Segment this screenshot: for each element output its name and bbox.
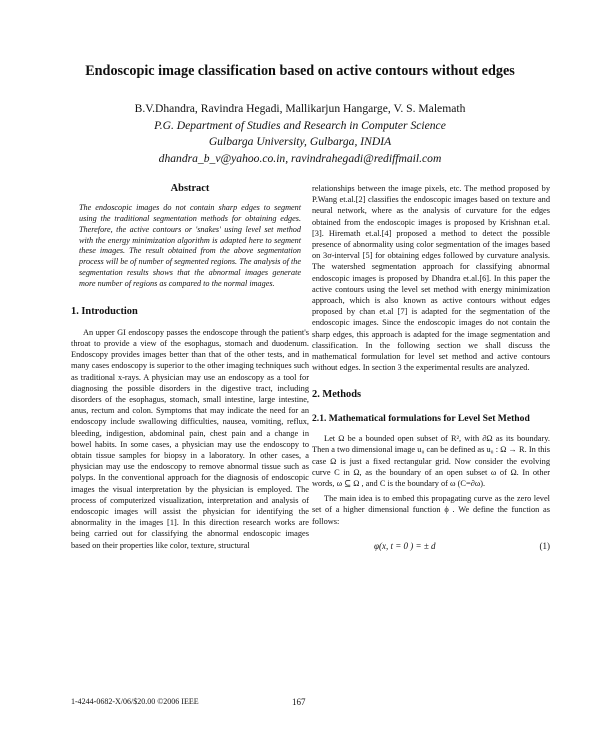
affiliation-line-1: P.G. Department of Studies and Research in Computer Science	[154, 118, 446, 132]
methods-paragraph-2: The main idea is to embed this propagating curve as the zero level set of a higher dimensional function ϕ . We define the function as follows:	[312, 494, 550, 526]
abstract-text: The endoscopic images do not contain sharp edges to segment using the traditional segmentation methods for obtaining edges. Therefore, the active contours or 'snakes' using level set method with the energy minimization algorithm is adapted here to segment these images. The result obtained from the above segmentation process will be of number of segmented regions. The analysis of the segmentation results shows that the abnormal images generate more number of regions as compared to the normal images.	[79, 203, 301, 288]
equation-number: (1)	[539, 540, 550, 551]
subsection-heading: 2.1. Mathematical formulations for Level Set Method	[312, 412, 530, 424]
author-block	[40, 101, 560, 167]
introduction-text: An upper GI endoscopy passes the endoscope through the patient's throat to provide a view of the esophagus, stomach and duodenum. Endoscopy provides images better than that of the other tests, and in many cases endoscopy is superior to the other imaging techniques such as traditional x-rays. A physician may use an endoscopy as a tool for diagnosing the possible disorders in the digestive tract, including disorders of the esophagus, stomach, small intestine, large intestine, anus, rectum and colon. Symptoms that may indicate the need for an endoscopy include swallowing difficulties, nausea, vomiting, reflux, bleeding, indigestion, abdominal pain, chest pain and a change in bowel habits. In some cases, a physician may use the endoscopy to obtain tissue samples for biopsy in a laboratory. In other cases, a physician may use the endoscopy to remove abnormal tissue such as polyps. In the conventional approach for the diagnosis of endoscopic images the visual interpretation by the physician is employed. The process of computerized visualization, interpretation and analysis of endoscopic images will assist the physician for identifying the abnormality in the images [1]. In this direction research works are being carried out for classifying the abnormal endoscopic images based on their properties like color, texture, structural	[71, 327, 309, 550]
author-emails: dhandra_b_v@yahoo.co.in, ravindrahegadi@rediffmail.com	[158, 151, 442, 165]
page-number: 167	[292, 697, 306, 707]
abstract-heading: Abstract	[170, 183, 210, 194]
paper-title: Endoscopic image classification based on active contours without edges	[85, 63, 515, 79]
left-column	[71, 183, 309, 551]
right-column	[312, 183, 550, 552]
introduction-heading: 1. Introduction	[71, 305, 138, 317]
equation-body: φ(x, t = 0 ) = ± d	[374, 540, 436, 551]
methods-heading: 2. Methods	[312, 389, 362, 401]
affiliation-line-2: Gulbarga University, Gulbarga, INDIA	[208, 135, 392, 148]
author-names: B.V.Dhandra, Ravindra Hegadi, Mallikarjun Hangarge, V. S. Malemath	[134, 102, 466, 115]
related-work-text: relationships between the image pixels, etc. The method proposed by P.Wang et.al.[2] classifies the endoscopic images based on texture and neural network, where as the analysis of curvature for the edges obtained from the endoscopic images is proposed by Krishnan et.al.[3]. Hiremath et.al.[4] proposed a method to detect the possible presence of abnormality using color segmentation of the images based on 3σ-interval [5] for obtaining edges followed by curvature analysis. The watershed segmentation approach for classifying abnormal endoscopic images is proposed by Dhandra et.al.[6]. In this paper the active contours using the level set method with energy minimization approach, which is also known as active contours without edges proposed by chan et.al [7] is adapted for the segmentation of the endoscopic images. Since the endoscopic images do not contain the sharp edges, this approach is adapted for the image segmentation and classification. In the following section we shall discuss the mathematical formulation for level set method and active contours without edges. In section 3 the experimental results are analyzed.	[312, 184, 550, 373]
copyright-notice: 1-4244-0682-X/06/$20.00 ©2006 IEEE	[71, 697, 199, 706]
equation-1	[312, 541, 550, 552]
methods-paragraph-1: Let Ω be a bounded open subset of R², with ∂Ω as its boundary. Then a two dimensional image u₀ can be defined as u₀ : Ω → R. In this case Ω is just a fixed rectangular grid. Now consider the evolving curve C in Ω, as the boundary of an open subset ω of Ω. In other words, ω ⊆ Ω , and C is the boundary of ω (C=∂ω).	[312, 434, 550, 488]
